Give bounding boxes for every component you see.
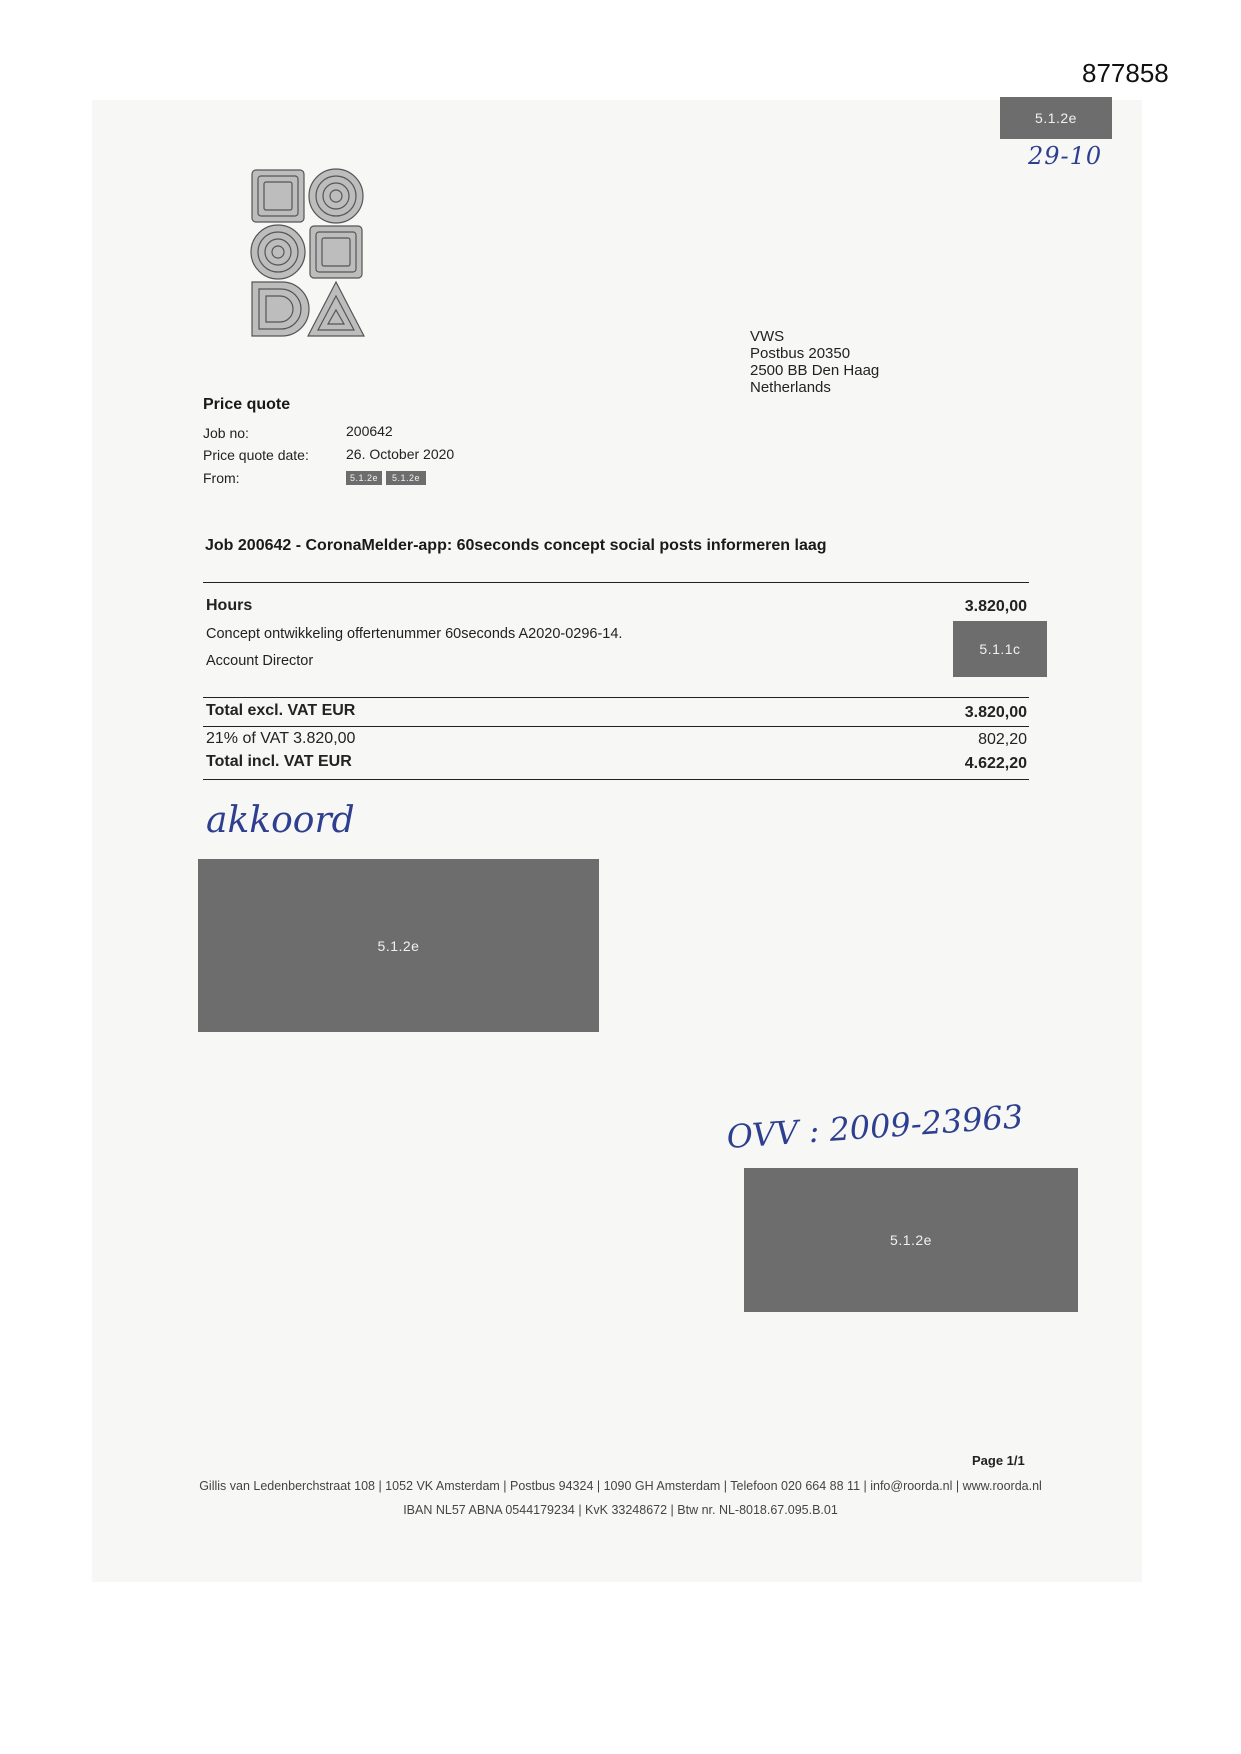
redaction-top: 5.1.2e: [1000, 97, 1112, 139]
hours-description: Concept ontwikkeling offertenummer 60seconds A2020-0296-14.: [206, 626, 623, 642]
hours-amount: 3.820,00: [964, 598, 1027, 615]
handwritten-date: 29-10: [1028, 142, 1103, 170]
handwritten-ovv: OVV : 2009-23963: [725, 1097, 1025, 1156]
page-number: Page 1/1: [972, 1453, 1025, 1468]
divider: [203, 697, 1029, 698]
total-incl-label: Total incl. VAT EUR: [206, 753, 352, 770]
quote-date-value: 26. October 2020: [346, 446, 455, 462]
job-no-value: 200642: [346, 423, 393, 439]
divider: [203, 726, 1029, 727]
recipient-line: Netherlands: [750, 379, 831, 396]
redaction-from-2: 5.1.2e: [386, 471, 426, 485]
divider: [203, 779, 1029, 780]
redaction-stamp: 5.1.2e: [744, 1168, 1078, 1312]
divider: [203, 582, 1029, 583]
job-no-label: Job no:: [203, 425, 249, 441]
recipient-line: 2500 BB Den Haag: [750, 362, 880, 379]
vat-amount: 802,20: [978, 731, 1027, 748]
from-label: From:: [203, 470, 240, 486]
total-excl-amount: 3.820,00: [964, 704, 1027, 721]
quote-date-label: Price quote date:: [203, 447, 309, 463]
hours-label: Hours: [206, 597, 253, 614]
job-title: Job 200642 - CoronaMelder-app: 60seconds concept social posts informeren laag: [205, 537, 827, 554]
price-quote-title: Price quote: [203, 396, 291, 413]
total-incl-amount: 4.622,20: [964, 755, 1027, 772]
recipient-line: VWS: [750, 328, 785, 345]
hours-role: Account Director: [206, 653, 314, 669]
redaction-from-1: 5.1.2e: [346, 471, 382, 485]
vat-label: 21% of VAT 3.820,00: [206, 730, 356, 747]
recipient-address: [750, 328, 879, 396]
handwritten-approval: akkoord: [206, 800, 355, 841]
roorda-logo: [250, 168, 366, 338]
total-excl-label: Total excl. VAT EUR: [206, 702, 356, 719]
footer-address: Gillis van Ledenberchstraat 108 | 1052 VK Amsterdam | Postbus 94324 | 1090 GH Amsterdam | Telefoon 020 664 88 11 | info@roorda.nl | www.roorda.nl: [199, 1479, 1042, 1493]
document-number: 877858: [1082, 58, 1169, 88]
redaction-hours: 5.1.1c: [953, 621, 1047, 677]
footer-bank: IBAN NL57 ABNA 0544179234 | KvK 33248672 | Btw nr. NL-8018.67.095.B.01: [403, 1503, 838, 1517]
recipient-line: Postbus 20350: [750, 345, 851, 362]
redaction-signature: 5.1.2e: [198, 859, 599, 1032]
